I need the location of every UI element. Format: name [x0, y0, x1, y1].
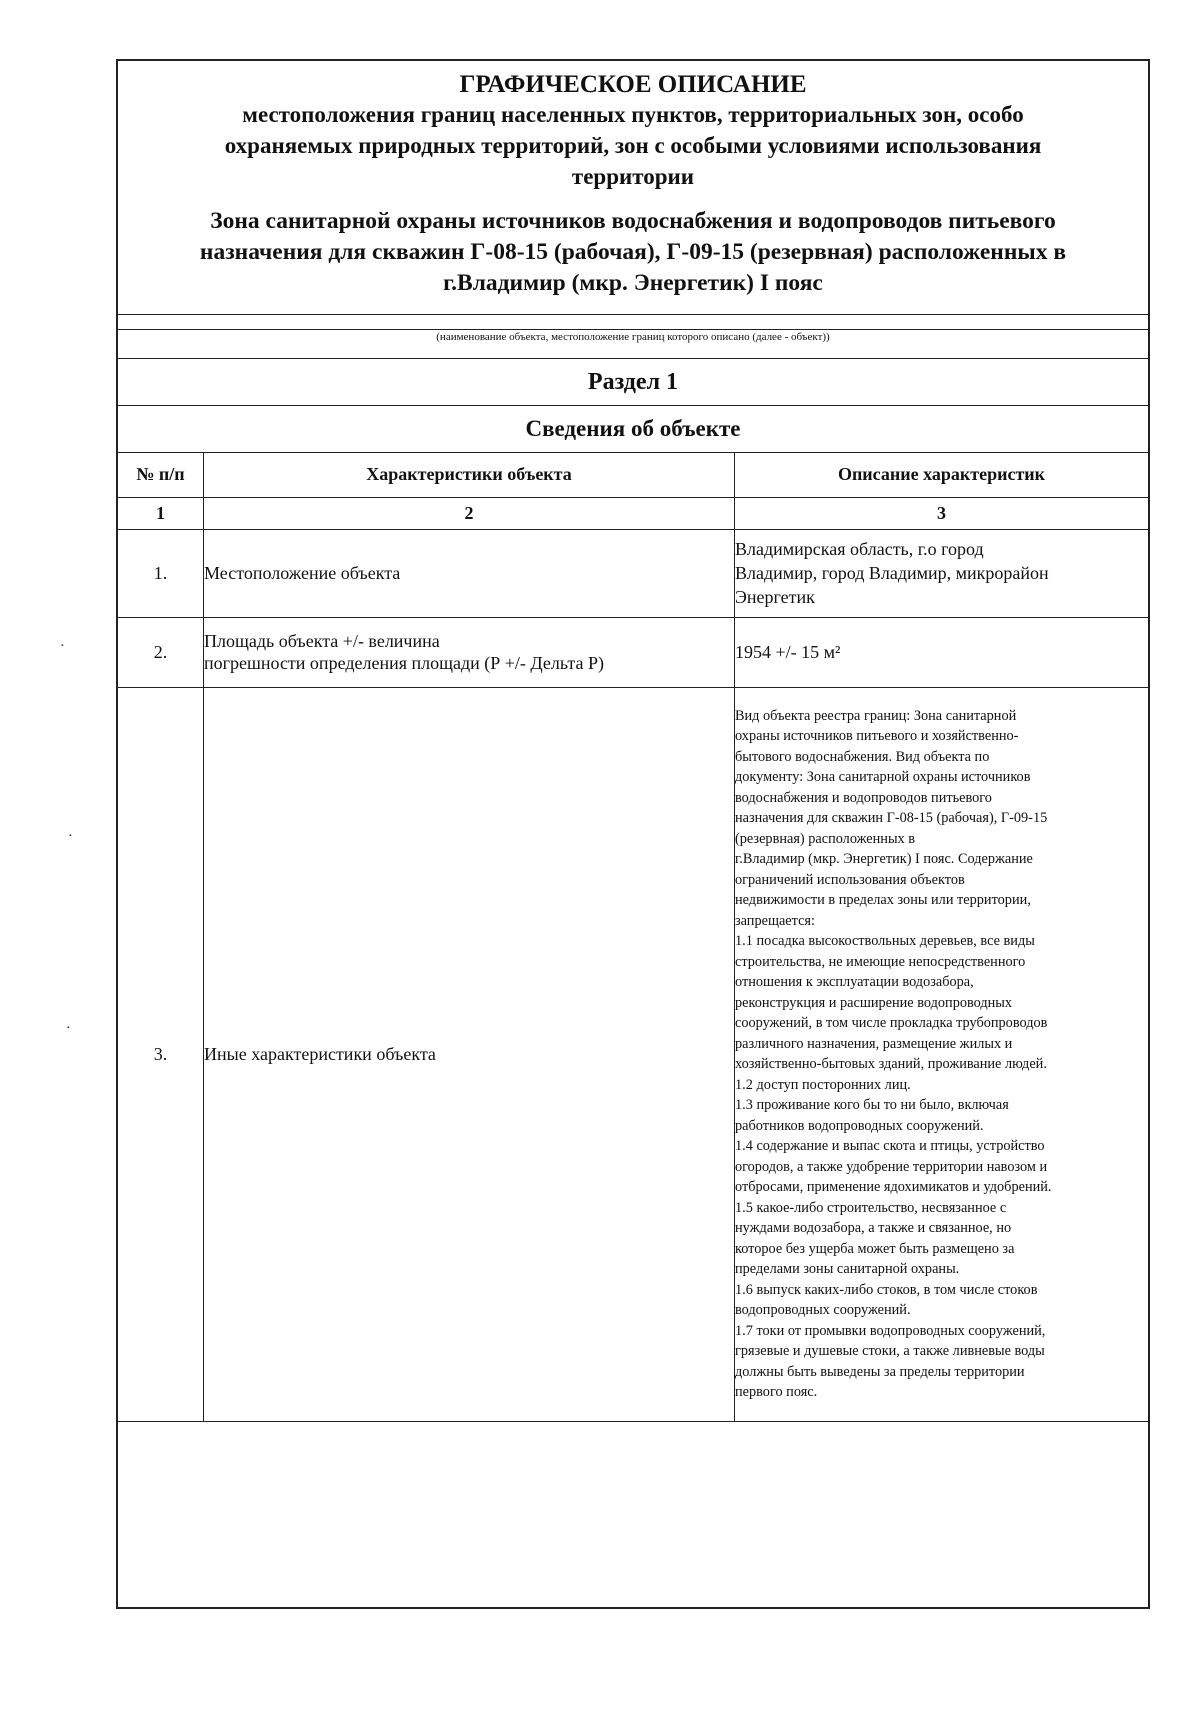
- row-characteristic: Иные характеристики объекта: [204, 687, 735, 1421]
- description-line: реконструкция и расширение водопроводных: [735, 994, 1013, 1011]
- column-number-row: [118, 497, 1148, 529]
- description-line: 1.7 токи от промывки водопроводных сооружений,: [735, 1322, 1046, 1339]
- row-number: 2.: [118, 617, 204, 687]
- blank-row: [118, 315, 1148, 330]
- description-line: отбросами, применение ядохимикатов и удобрений.: [735, 1179, 1052, 1195]
- subtitle-line: территории: [571, 164, 695, 189]
- object-info-table: [118, 453, 1148, 1422]
- description-line: бытового водоснабжения. Вид объекта по: [735, 748, 990, 765]
- object-name: [118, 206, 1148, 299]
- description-line: хозяйственно-бытовых зданий, проживание людей.: [735, 1056, 1047, 1072]
- description-line: грязевые и душевые стоки, а также ливневые воды: [735, 1343, 1045, 1359]
- description-line: документу: Зона санитарной охраны источников: [735, 769, 1031, 785]
- description-line: Вид объекта реестра границ: Зона санитарной: [735, 707, 1017, 724]
- table-row: [118, 529, 1148, 617]
- description-line: 1.6 выпуск каких-либо стоков, в том числе стоков: [735, 1281, 1038, 1298]
- column-number: 3: [735, 497, 1149, 529]
- description-line: сооружений, в том числе прокладка трубопроводов: [735, 1015, 1048, 1031]
- margin-mark: ᐧ: [60, 638, 65, 655]
- description-line: первого пояс.: [735, 1384, 818, 1400]
- object-caption: (наименование объекта, местоположение границ которого описано (далее - объект)): [118, 330, 1148, 359]
- description-line: пределами зоны санитарной охраны.: [735, 1261, 960, 1277]
- description-line: водопроводных сооружений.: [735, 1302, 911, 1318]
- description-line: огородов, а также удобрение территории навозом и: [735, 1158, 1048, 1175]
- section-title: Раздел 1: [118, 359, 1148, 406]
- section-subtitle: Сведения об объекте: [118, 406, 1148, 453]
- description-line: 1.5 какое-либо строительство, несвязанное с: [735, 1199, 1007, 1216]
- description-line: отношения к эксплуатации водозабора,: [735, 974, 974, 990]
- description-line: ограничений использования объектов: [735, 871, 965, 888]
- row-number: 3.: [118, 687, 204, 1421]
- header-characteristics: Характеристики объекта: [204, 453, 735, 497]
- document-frame: [116, 59, 1150, 1609]
- description-line: 1.2 доступ посторонних лиц.: [735, 1076, 911, 1093]
- row-number: 1.: [118, 529, 204, 617]
- row-characteristic: Местоположение объекта: [204, 529, 735, 617]
- description-line: строительства, не имеющие непосредственного: [735, 953, 1026, 970]
- document-title: ГРАФИЧЕСКОЕ ОПИСАНИЕ: [459, 71, 807, 98]
- description-line: запрещается:: [735, 912, 815, 929]
- description-line: которое без ущерба может быть размещено за: [735, 1240, 1015, 1257]
- column-number: 2: [204, 497, 735, 529]
- margin-mark: ᐧ: [66, 1020, 71, 1037]
- subtitle-line: местоположения границ населенных пунктов, территориальных зон, особо: [242, 102, 1024, 127]
- document-subtitle: [118, 99, 1148, 192]
- description-line: г.Владимир (мкр. Энергетик) I пояс. Содержание: [735, 851, 1033, 867]
- characteristic-line: погрешности определения площади (Р +/- Дельта Р): [204, 653, 604, 673]
- row-description: [735, 687, 1149, 1421]
- row-description: [735, 529, 1149, 617]
- header-number: № п/п: [118, 453, 204, 497]
- row-description: 1954 +/- 15 м²: [735, 617, 1149, 687]
- object-name-line: назначения для скважин Г-08-15 (рабочая), Г-09-15 (резервная) расположенных в: [199, 239, 1067, 265]
- margin-mark: ᐧ: [68, 828, 73, 845]
- description-line: назначения для скважин Г-08-15 (рабочая), Г-09-15: [735, 810, 1048, 826]
- description-line: 1.4 содержание и выпас скота и птицы, устройство: [735, 1138, 1045, 1154]
- characteristic-line: Площадь объекта +/- величина: [204, 631, 440, 651]
- object-name-line: г.Владимир (мкр. Энергетик) I пояс: [443, 270, 823, 296]
- description-line: недвижимости в пределах зоны или территории,: [735, 892, 1031, 908]
- object-name-line: Зона санитарной охраны источников водоснабжения и водопроводов питьевого: [210, 208, 1056, 234]
- description-line: 1.1 посадка высокоствольных деревьев, все виды: [735, 933, 1035, 949]
- description-line: Энергетик: [735, 587, 815, 607]
- document-header: [118, 61, 1148, 315]
- table-row: [118, 617, 1148, 687]
- description-line: Владимирская область, г.о город: [735, 539, 984, 559]
- description-line: Владимир, город Владимир, микрорайон: [735, 563, 1049, 583]
- table-row: [118, 687, 1148, 1421]
- subtitle-line: охраняемых природных территорий, зон с особыми условиями использования: [224, 133, 1042, 158]
- table-header-row: [118, 453, 1148, 497]
- description-line: различного назначения, размещение жилых и: [735, 1035, 1013, 1052]
- description-line: охраны источников питьевого и хозяйственно-: [735, 728, 1019, 744]
- row-characteristic: [204, 617, 735, 687]
- description-line: (резервная) расположенных в: [735, 830, 916, 847]
- description-line: водоснабжения и водопроводов питьевого: [735, 789, 992, 806]
- description-line: работников водопроводных сооружений.: [735, 1117, 984, 1134]
- description-line: должны быть выведены за пределы территории: [735, 1363, 1025, 1380]
- header-description: Описание характеристик: [735, 453, 1149, 497]
- description-line: нуждами водозабора, а также и связанное, но: [735, 1220, 1012, 1236]
- column-number: 1: [118, 497, 204, 529]
- description-line: 1.3 проживание кого бы то ни было, включая: [735, 1097, 1009, 1113]
